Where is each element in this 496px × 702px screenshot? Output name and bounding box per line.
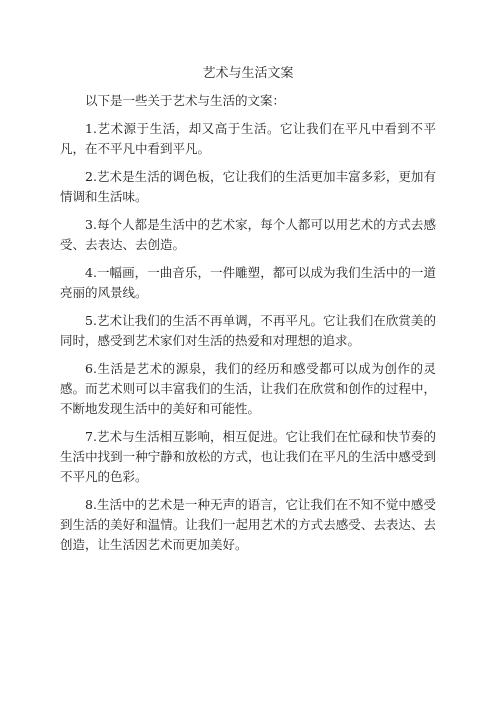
document-body [60, 91, 436, 563]
paragraph-1: 1.艺术源于生活，却又高于生活。它让我们在平凡中看到不平凡，在不平凡中看到平凡。 [60, 121, 436, 156]
paragraph-6: 6.生活是艺术的源泉，我们的经历和感受都可以成为创作的灵感。而艺术则可以丰富我们的生活，让我们在欣赏和创作的过程中，不断地发现生活中的美好和可能性。 [60, 361, 436, 416]
paragraph-8: 8.生活中的艺术是一种无声的语言，它让我们在不知不觉中感受到生活的美好和温情。让我们一起用艺术的方式去感受、去表达、去创造，让生活因艺术而更加美好。 [60, 497, 436, 552]
intro-paragraph: 以下是一些关于艺术与生活的文案： [85, 93, 286, 108]
page-title: 艺术与生活文案 [202, 66, 294, 81]
paragraph-7: 7.艺术与生活相互影响，相互促进。它让我们在忙碌和快节奏的生活中找到一种宁静和放松的方式，也让我们在平凡的生活中感受到不平凡的色彩。 [60, 429, 436, 484]
paragraph-4: 4.一幅画，一曲音乐，一件雕塑，都可以成为我们生活中的一道亮丽的风景线。 [60, 265, 436, 300]
paragraph-2: 2.艺术是生活的调色板，它让我们的生活更加丰富多彩，更加有情调和生活味。 [60, 169, 436, 204]
paragraph-3: 3.每个人都是生活中的艺术家，每个人都可以用艺术的方式去感受、去表达、去创造。 [60, 217, 436, 252]
paragraph-5: 5.艺术让我们的生活不再单调，不再平凡。它让我们在欣赏美的同时，感受到艺术家们对生活的热爱和对理想的追求。 [60, 313, 436, 348]
